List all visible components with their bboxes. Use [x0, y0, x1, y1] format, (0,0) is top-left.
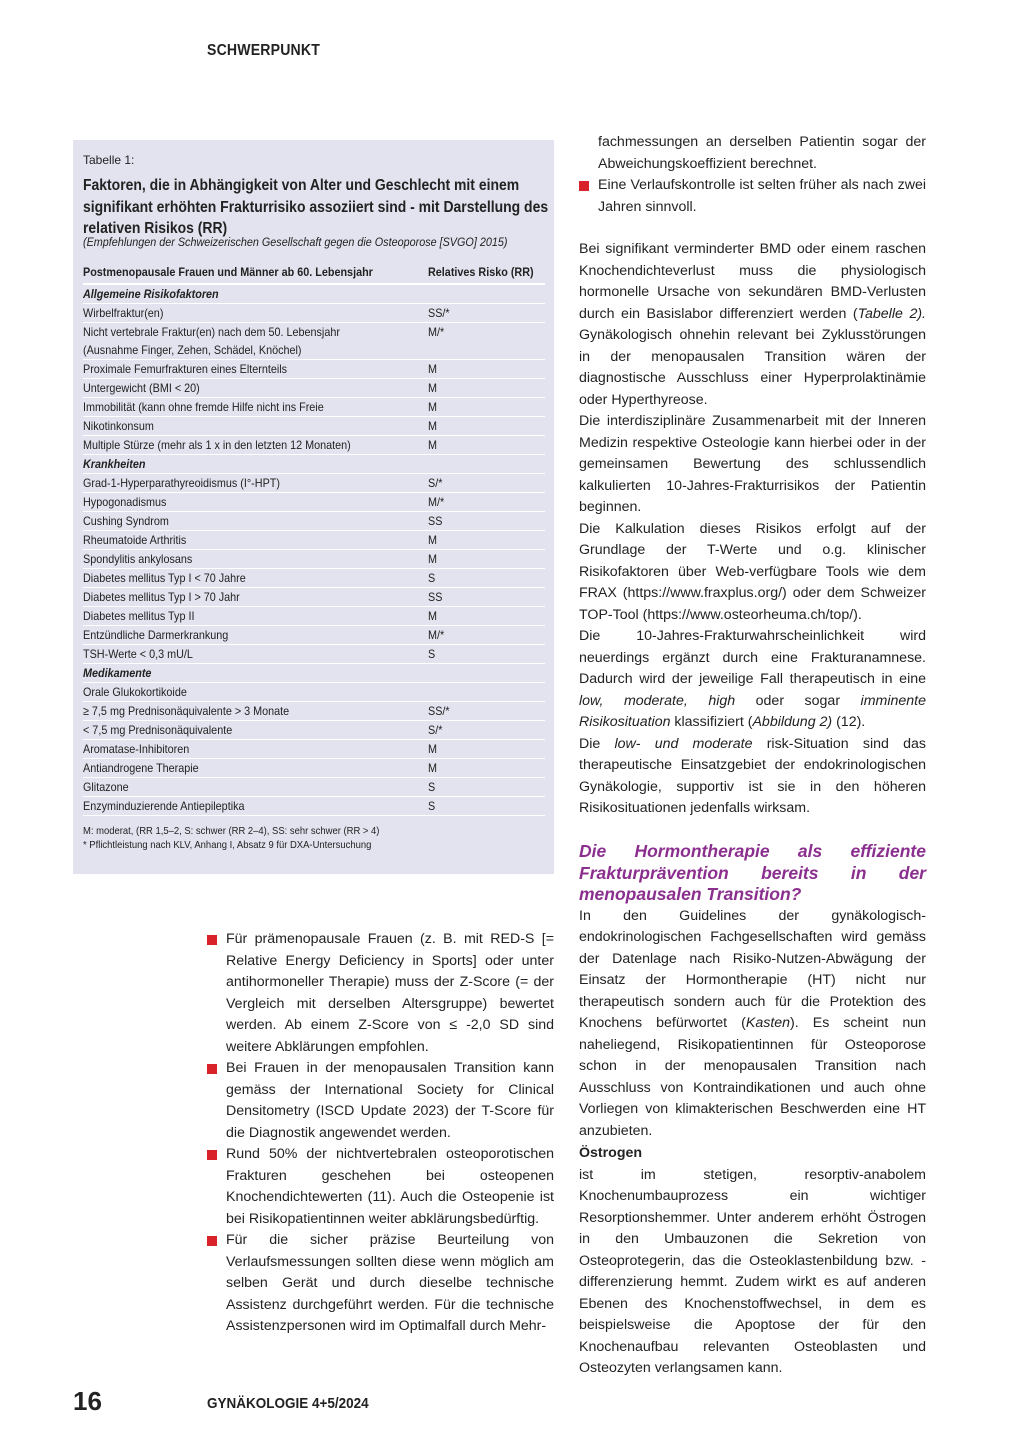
- table-row: [83, 304, 545, 323]
- table-row: [83, 550, 545, 569]
- paragraph-1: Bei signifikant verminderter BMD oder einem raschen Knochendichteverlust muss die physiologisch hormonelle Ursache von sekundären BMD-Verlusten durch ein Basislabor differenziert werden (Tabelle 2). Gynäkologisch ohnehin relevant bei Zyklusstörungen in der menopausalen Transition wären der diagnostische Ausschluss einer Hyperprolaktinämie oder Hyperthyreose.: [579, 241, 926, 408]
- table-cell-label: Aromatase-Inhibitoren: [83, 742, 190, 756]
- table-row: [83, 531, 545, 550]
- table-cell-label: Spondylitis ankylosans: [83, 552, 193, 566]
- table-row: [83, 607, 545, 626]
- continued-text: fachmessungen an derselben Patientin sogar der Abweichungskoeffizient berechnet.: [598, 134, 926, 172]
- table-cell-label: Medikamente: [83, 666, 152, 680]
- table-row: [83, 417, 545, 436]
- journal-title: GYNÄKOLOGIE 4+5/2024: [207, 1395, 369, 1412]
- table-cell-value: S: [427, 799, 435, 813]
- section-header: SCHWERPUNKT: [207, 42, 321, 59]
- table-row: [83, 512, 545, 531]
- table-cell-value: M: [427, 609, 437, 623]
- table-cell-value: M: [427, 438, 437, 452]
- table-row: [83, 379, 545, 398]
- table-cell-value: M: [427, 552, 437, 566]
- table-box: [73, 140, 554, 874]
- table-cell-value: SS/*: [427, 704, 450, 718]
- table-row: [83, 360, 545, 379]
- table-row: [83, 436, 545, 455]
- left-column: [207, 929, 554, 1338]
- table-cell-label: Entzündliche Darmerkrankung: [83, 628, 229, 642]
- table-cell-label: Multiple Stürze (mehr als 1 x in den letzten 12 Monaten): [83, 438, 351, 452]
- table-cell-label: Cushing Syndrom: [83, 514, 169, 528]
- table-notes: [83, 824, 551, 852]
- table-cell-value: SS/*: [427, 306, 450, 320]
- table-cell-value: S/*: [427, 476, 443, 490]
- table-cell-label: Allgemeine Risikofaktoren: [83, 287, 219, 301]
- table-cell-value: M/*: [427, 628, 444, 642]
- table-cell-value: M: [427, 419, 437, 433]
- right-column-oestrogen: [579, 1143, 926, 1380]
- table-subtitle: (Empfehlungen der Schweizerischen Gesellschaft gegen die Osteoporose [SVGO] 2015): [83, 234, 508, 249]
- table-header-row: [83, 263, 545, 284]
- list-item: Eine Verlaufskontrolle ist selten früher als nach zwei Jahren sinnvoll.: [579, 175, 926, 218]
- table-section-row: [83, 455, 545, 474]
- table-cell-value: S: [427, 647, 435, 661]
- table-cell-value: S/*: [427, 723, 443, 737]
- table-cell-value: M: [427, 400, 437, 414]
- table-cell-label: < 7,5 mg Prednisonäquivalente: [83, 723, 233, 737]
- page-number: 16: [73, 1386, 102, 1416]
- paragraph-2: Die interdisziplinäre Zusammenarbeit mit der Inneren Medizin respektive Osteologie kann hierbei oder in der gemeinsamen Bewertung des schlussendlich kalkulierten 10-Jahres-Frakturrisikos der Patientin beginnen.: [579, 413, 926, 515]
- section-heading: Die Hormontherapie als effiziente Frakturprävention bereits in der menopausalen Transition?: [579, 841, 926, 904]
- table-row: [83, 474, 545, 493]
- table-row: [83, 721, 545, 740]
- list-item: Bei Frauen in der menopausalen Transition kann gemäss der International Society for Clinical Densitometry (ISCD Update 2023) der T-Score für die Diagnostik angewendet werden.: [207, 1058, 554, 1144]
- table-cell-value: M: [427, 761, 437, 775]
- table-cell-label: Untergewicht (BMI < 20): [83, 381, 200, 395]
- table-cell-value: M/*: [427, 325, 444, 339]
- table-cell-label: TSH-Werte < 0,3 mU/L: [83, 647, 193, 661]
- table-row: [83, 398, 545, 417]
- table-row: [83, 323, 545, 360]
- table-cell-label: Orale Glukokortikoide: [83, 685, 187, 699]
- table-cell-label: Immobilität (kann ohne fremde Hilfe nicht ins Freie: [83, 400, 324, 414]
- table-section-row: [83, 664, 545, 683]
- risk-table: [83, 263, 545, 816]
- table-label: Tabelle 1:: [83, 153, 135, 167]
- table-row: [83, 759, 545, 778]
- list-item: Für prämenopausale Frauen (z. B. mit RED-S [= Relative Energy Deficiency in Sports] oder unter antihormoneller Therapie) muss der Z-Score (= der Vergleich mit derselben Altersgruppe) bewertet werden. Ab einem Z-Score von ≤ -2,0 SD sind weitere Abklärungen empfohlen.: [207, 929, 554, 1058]
- table-row: [83, 778, 545, 797]
- table-cell-label: Antiandrogene Therapie: [83, 761, 199, 775]
- table-cell-label: Grad-1-Hyperparathyreoidismus (I°-HPT): [83, 476, 280, 490]
- subheading-oestrogen: Östrogen: [579, 1145, 643, 1161]
- table-note-1: M: moderat, (RR 1,5–2, S: schwer (RR 2–4), SS: sehr schwer (RR > 4): [83, 825, 380, 837]
- table-cell-label: ≥ 7,5 mg Prednisonäquivalente > 3 Monate: [83, 704, 290, 718]
- table-cell-value: M: [427, 362, 437, 376]
- table-cell-value: M: [427, 742, 437, 756]
- table-cell-label: Rheumatoide Arthritis: [83, 533, 187, 547]
- table-cell-label: Glitazone: [83, 780, 129, 794]
- table-cell-value: SS: [427, 514, 443, 528]
- table-row: [83, 740, 545, 759]
- paragraph-4: Die 10-Jahres-Frakturwahrscheinlichkeit wird neuerdings ergänzt durch eine Frakturanamnese. Dadurch wird der jeweilige Fall therapeutisch in eine low, moderate, high oder sogar imminente Risikosituation klassifiziert (Abbildung 2) (12).: [579, 628, 926, 730]
- table-cell-label-line2: (Ausnahme Finger, Zehen, Schädel, Knöchel): [83, 343, 302, 357]
- right-column-section: [579, 841, 926, 1142]
- table-cell-value: S: [427, 571, 435, 585]
- table-cell-label: Nicht vertebrale Fraktur(en) nach dem 50. Lebensjahr: [83, 325, 340, 339]
- paragraph-5: Die low- und moderate risk-Situation sind das therapeutische Einsatzgebiet der endokrinologischen Gynäkologie, supportiv ist sie in den höheren Risikosituationen jedenfalls wirksam.: [579, 735, 926, 816]
- table-cell-label: Hypogonadismus: [83, 495, 167, 509]
- table-cell-label: Diabetes mellitus Typ I < 70 Jahre: [83, 571, 246, 585]
- table-section-row: [83, 284, 545, 304]
- list-item: Rund 50% der nichtvertebralen osteoporotischen Frakturen geschehen bei osteopenen Knochendichtewerten (11). Auch die Osteopenie ist bei Risikopatientinnen weiter abklärungsbedürftig.: [207, 1144, 554, 1230]
- table-cell-label: Krankheiten: [83, 457, 146, 471]
- table-row: [83, 797, 545, 816]
- table-row: [83, 493, 545, 512]
- table-col2-header: Relatives Risko (RR): [427, 265, 534, 279]
- table-title: Faktoren, die in Abhängigkeit von Alter und Geschlecht mit einem signifikant erhöhten Frakturrisiko assoziiert sind - mit Darstellung des relativen Risikos (RR): [83, 177, 549, 237]
- table-col1-header: Postmenopausale Frauen und Männer ab 60. Lebensjahr: [83, 265, 373, 279]
- table-cell-label: Wirbelfraktur(en): [83, 306, 164, 320]
- table-row: [83, 683, 545, 702]
- table-cell-value: S: [427, 780, 435, 794]
- table-cell-value: M: [427, 381, 437, 395]
- paragraph-3: Die Kalkulation dieses Risikos erfolgt auf der Grundlage der T-Werte und o.g. klinischer Risikofaktoren über Web-verfügbare Tools wie dem FRAX (https://www.fraxplus.org/) oder dem Schweizer TOP-Tool (https://www.osteorheuma.ch/top/).: [579, 520, 926, 623]
- table-cell-label: Nikotinkonsum: [83, 419, 154, 433]
- paragraph-7: ist im stetigen, resorptiv-anabolem Knochenumbauprozess ein wichtiger Resorptionshemmer. Unter anderem erhöht Östrogen in den Umbauzonen die Sekretion von Osteoprotegerin, das die Osteoklastenbildung bzw. -differenzierung hemmt. Zudem wirkt es auf anderen Ebenen des Knochenstoffwechsel, in dem es beispielsweise die Apoptose der für den Knochenaufbau relevanten Osteoblasten und Osteozyten verlangsamen kann.: [579, 1166, 926, 1376]
- right-column-top: [579, 132, 926, 820]
- table-cell-value: SS: [427, 590, 443, 604]
- table-cell-label: Diabetes mellitus Typ II: [83, 609, 195, 623]
- table-cell-label: Enzyminduzierende Antiepileptika: [83, 799, 245, 813]
- table-row: [83, 588, 545, 607]
- table-row: [83, 702, 545, 721]
- table-note-2: * Pflichtleistung nach KLV, Anhang I, Absatz 9 für DXA-Untersuchung: [83, 839, 372, 851]
- paragraph-6: In den Guidelines der gynäkologisch-endokrinologischen Fachgesellschaften wird gemäss der Datenlage nach Risiko-Nutzen-Abwägung der Einsatz der Hormontherapie (HT) nicht nur therapeutisch sondern auch für die Protektion des Knochens befürwortet (Kasten). Es scheint nun naheliegend, Risikopatientinnen für Osteoporose schon in der menopausalen Transition nach Ausschluss von Kontraindikationen und auch ohne Vorliegen von klimakterischen Beschwerden eine HT anzubieten.: [579, 907, 926, 1139]
- table-cell-label: Proximale Femurfrakturen eines Elternteils: [83, 362, 288, 376]
- list-item: Für die sicher präzise Beurteilung von Verlaufsmessungen sollten diese wenn möglich am selben Gerät und durch dieselbe technische Assistenz durchgeführt werden. Für die technische Assistenzpersonen wird im Optimalfall durch Mehr-: [207, 1230, 554, 1338]
- table-cell-value: M/*: [427, 495, 444, 509]
- table-row: [83, 569, 545, 588]
- table-row: [83, 645, 545, 664]
- table-cell-value: M: [427, 533, 437, 547]
- table-row: [83, 626, 545, 645]
- table-cell-label: Diabetes mellitus Typ I > 70 Jahr: [83, 590, 240, 604]
